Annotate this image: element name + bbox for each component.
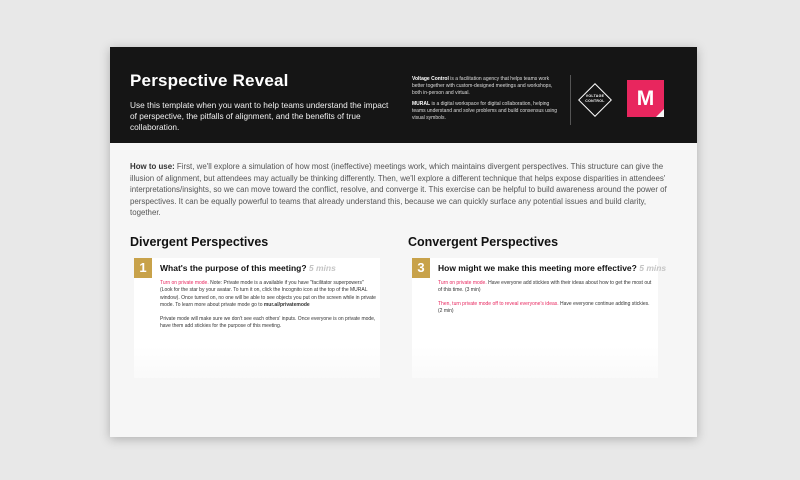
instruction-text: Have everyone add stickies with their ideas about how to get the most out of this time. (3 min) <box>438 280 652 294</box>
instruction-paragraph <box>160 280 376 310</box>
step-title-text: What's the purpose of this meeting? <box>160 263 307 273</box>
step-duration: 5 mins <box>639 263 667 273</box>
step-duration: 5 mins <box>308 263 336 273</box>
instruction-highlight: Then, turn private mode off to reveal everyone's ideas. <box>438 300 559 307</box>
step-instructions <box>438 280 654 322</box>
instruction-paragraph: Private mode will make sure we don't see each others' inputs. Once everyone is on private mode, have them add stickies for the purpose of this meeting. <box>160 315 376 330</box>
page-title: Perspective Reveal <box>130 71 289 90</box>
instruction-highlight: Turn on private mode. <box>160 280 209 286</box>
mural-logo-icon: M <box>627 80 664 117</box>
step-number-badge: 1 <box>134 258 152 278</box>
how-to-body: First, we'll explore a simulation of how most (ineffective) meetings work, which maintains divergent perspectives. This structure can give the illusion of alignment, but attendees may actually be thinking differently. Then, we'll explore a different technique that helps expose disparities in attendees' interpretations/insights, so we can move toward the conflict, resolve, and converge it. This exercise can be helpful to build awareness around the power of perspectives. It can be equally powerful to teams that already understand this, because we can quickly surface any potential issues and build clarity, together. <box>130 162 667 218</box>
voltage-control-name: Voltage Control <box>412 76 449 82</box>
mural-name: MURAL <box>412 101 431 107</box>
template-board <box>110 47 697 437</box>
mural-blurb <box>412 101 562 122</box>
private-mode-link[interactable]: mur.al/privatemode <box>263 302 310 309</box>
step-title <box>160 263 336 273</box>
voltage-control-blurb <box>412 76 562 97</box>
voltage-control-logo-text: VOLTAGE CONTROL <box>585 94 605 103</box>
how-to-use-text <box>130 161 678 219</box>
page-subtitle: Use this template when you want to help teams understand the impact of perspective, the pitfalls of alignment, and the benefits of true collaboration. <box>130 100 389 132</box>
header-divider <box>570 75 571 125</box>
instruction-text: Have everyone continue adding stickies. (2 min) <box>438 300 650 315</box>
instruction-paragraph <box>438 280 654 295</box>
bottom-fade-overlay <box>110 347 697 437</box>
how-to-label: How to use: <box>130 162 175 171</box>
divergent-section-title: Divergent Perspectives <box>130 235 269 249</box>
instruction-paragraph <box>438 301 654 316</box>
convergent-section-title: Convergent Perspectives <box>408 235 559 249</box>
instruction-text: Note: Private mode is a available if you have "facilitator superpowers" (Look for the star by your avatar. To turn it on, click the Incognito icon at the top of the MURAL window). Once turned on, no one will be able to see objects you put on the screen while in private mode. To learn more about private mode go to <box>160 280 376 309</box>
step-title <box>438 263 666 273</box>
instruction-highlight: Turn on private mode. <box>438 280 487 286</box>
voltage-control-text: is a facilitation agency that helps teams work better together with custom-designed meetings and workshops, both in-person and virtual. <box>412 76 553 96</box>
mural-text: is a digital workspace for digital collaboration, helping teams understand and solve problems and build consensus using visual symbols. <box>412 101 558 121</box>
step-instructions <box>160 280 376 336</box>
step-number-badge: 3 <box>412 258 430 278</box>
step-title-text: How might we make this meeting more effective? <box>438 263 637 273</box>
header-banner <box>110 47 697 143</box>
